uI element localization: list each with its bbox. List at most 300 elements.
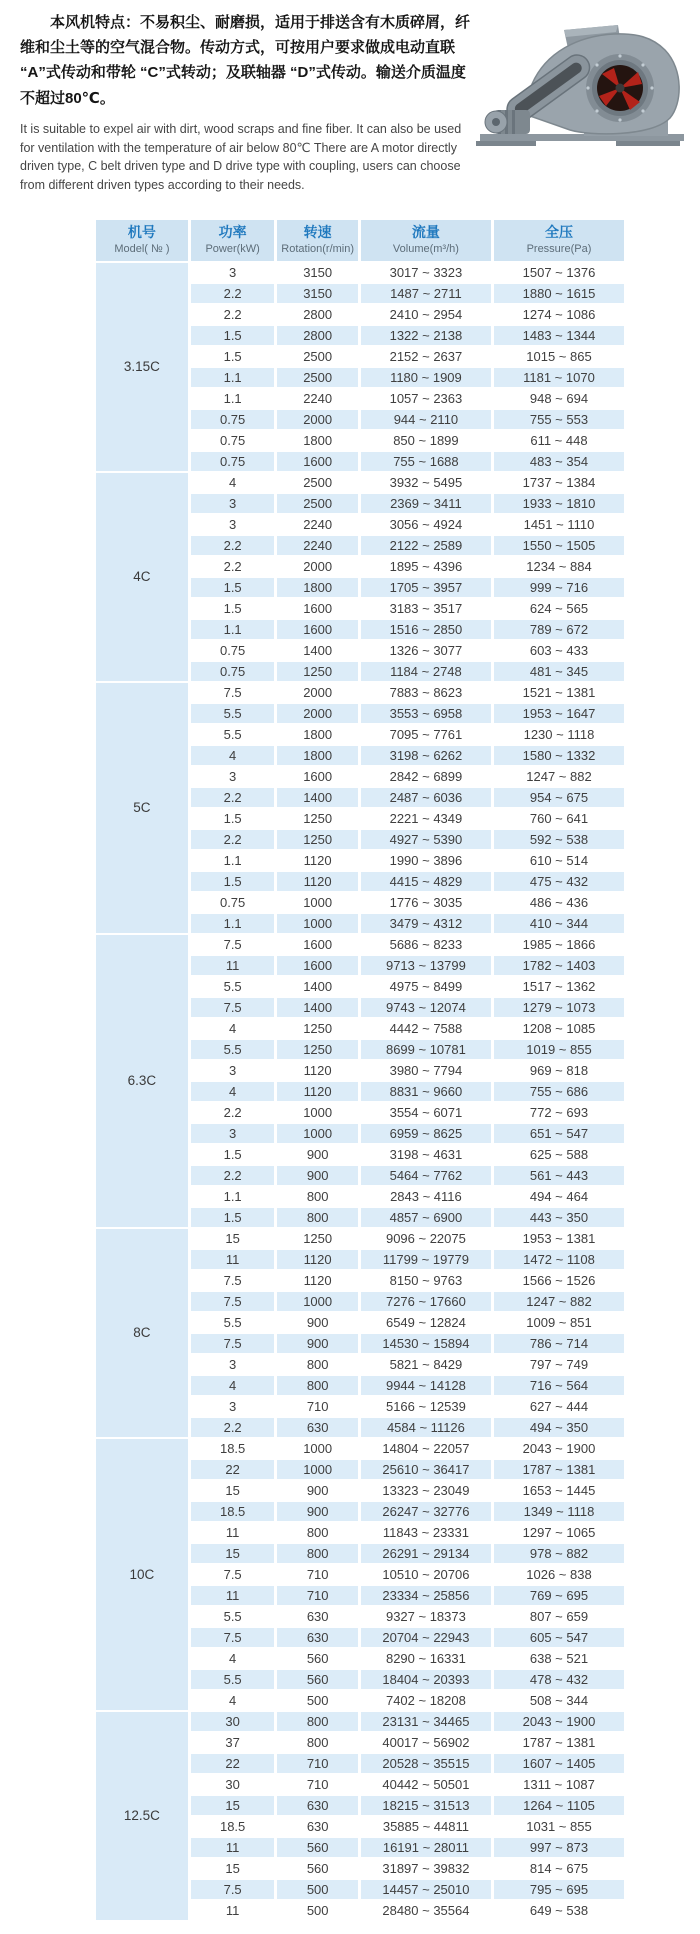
rotation-cell: 2240: [277, 515, 357, 534]
rotation-cell: 1120: [277, 1271, 357, 1290]
power-cell: 5.5: [191, 1040, 275, 1059]
power-cell: 3: [191, 1355, 275, 1374]
rotation-cell: 1600: [277, 599, 357, 618]
rotation-cell: 1800: [277, 725, 357, 744]
pressure-cell: 1451 ~ 1110: [494, 515, 624, 534]
pressure-cell: 1349 ~ 1118: [494, 1502, 624, 1521]
volume-cell: 1180 ~ 1909: [361, 368, 491, 387]
volume-cell: 3980 ~ 7794: [361, 1061, 491, 1080]
rotation-cell: 1000: [277, 1439, 357, 1458]
volume-cell: 4415 ~ 4829: [361, 872, 491, 891]
volume-cell: 1705 ~ 3957: [361, 578, 491, 597]
rotation-cell: 800: [277, 1187, 357, 1206]
rotation-cell: 1000: [277, 914, 357, 933]
pressure-cell: 969 ~ 818: [494, 1061, 624, 1080]
pressure-cell: 483 ~ 354: [494, 452, 624, 471]
pressure-cell: 1787 ~ 1381: [494, 1733, 624, 1752]
rotation-cell: 1600: [277, 620, 357, 639]
table-row: [96, 935, 624, 954]
power-cell: 0.75: [191, 641, 275, 660]
intro-section: [0, 0, 700, 210]
pressure-cell: 978 ~ 882: [494, 1544, 624, 1563]
power-cell: 11: [191, 956, 275, 975]
volume-cell: 1895 ~ 4396: [361, 557, 491, 576]
power-cell: 1.1: [191, 620, 275, 639]
pressure-cell: 1566 ~ 1526: [494, 1271, 624, 1290]
rotation-cell: 630: [277, 1817, 357, 1836]
volume-cell: 2842 ~ 6899: [361, 767, 491, 786]
rotation-cell: 900: [277, 1334, 357, 1353]
power-cell: 2.2: [191, 557, 275, 576]
rotation-cell: 900: [277, 1166, 357, 1185]
rotation-cell: 1600: [277, 956, 357, 975]
power-cell: 3: [191, 515, 275, 534]
rotation-cell: 2500: [277, 473, 357, 492]
volume-cell: 5464 ~ 7762: [361, 1166, 491, 1185]
power-cell: 3: [191, 767, 275, 786]
pressure-cell: 603 ~ 433: [494, 641, 624, 660]
volume-cell: 3198 ~ 6262: [361, 746, 491, 765]
power-cell: 3: [191, 1124, 275, 1143]
volume-cell: 14530 ~ 15894: [361, 1334, 491, 1353]
volume-cell: 1487 ~ 2711: [361, 284, 491, 303]
rotation-cell: 900: [277, 1502, 357, 1521]
rotation-cell: 710: [277, 1586, 357, 1605]
col-header-power-cn: 功率: [218, 224, 247, 240]
pressure-cell: 1297 ~ 1065: [494, 1523, 624, 1542]
pressure-cell: 1234 ~ 884: [494, 557, 624, 576]
pressure-cell: 1550 ~ 1505: [494, 536, 624, 555]
pressure-cell: 638 ~ 521: [494, 1649, 624, 1668]
pressure-cell: 1181 ~ 1070: [494, 368, 624, 387]
rotation-cell: 2500: [277, 347, 357, 366]
volume-cell: 25610 ~ 36417: [361, 1460, 491, 1479]
volume-cell: 3183 ~ 3517: [361, 599, 491, 618]
rotation-cell: 1400: [277, 977, 357, 996]
spec-table-header: [96, 220, 624, 261]
volume-cell: 35885 ~ 44811: [361, 1817, 491, 1836]
power-cell: 4: [191, 1082, 275, 1101]
table-row: [96, 1229, 624, 1248]
power-cell: 7.5: [191, 998, 275, 1017]
volume-cell: 4857 ~ 6900: [361, 1208, 491, 1227]
rotation-cell: 1400: [277, 641, 357, 660]
rotation-cell: 1250: [277, 830, 357, 849]
rotation-cell: 1120: [277, 851, 357, 870]
pressure-cell: 1472 ~ 1108: [494, 1250, 624, 1269]
power-cell: 15: [191, 1544, 275, 1563]
pressure-cell: 755 ~ 686: [494, 1082, 624, 1101]
pressure-cell: 592 ~ 538: [494, 830, 624, 849]
rotation-cell: 560: [277, 1670, 357, 1689]
volume-cell: 7883 ~ 8623: [361, 683, 491, 702]
volume-cell: 5686 ~ 8233: [361, 935, 491, 954]
volume-cell: 10510 ~ 20706: [361, 1565, 491, 1584]
fan-illustration: [466, 22, 698, 150]
volume-cell: 2221 ~ 4349: [361, 809, 491, 828]
rotation-cell: 800: [277, 1712, 357, 1731]
pressure-cell: 443 ~ 350: [494, 1208, 624, 1227]
pressure-cell: 999 ~ 716: [494, 578, 624, 597]
volume-cell: 1776 ~ 3035: [361, 893, 491, 912]
rotation-cell: 1000: [277, 1292, 357, 1311]
rotation-cell: 500: [277, 1901, 357, 1920]
spec-table: [93, 218, 627, 1922]
pressure-cell: 2043 ~ 1900: [494, 1439, 624, 1458]
rotation-cell: 900: [277, 1481, 357, 1500]
pressure-cell: 1953 ~ 1381: [494, 1229, 624, 1248]
volume-cell: 1322 ~ 2138: [361, 326, 491, 345]
pressure-cell: 789 ~ 672: [494, 620, 624, 639]
rotation-cell: 1800: [277, 746, 357, 765]
volume-cell: 755 ~ 1688: [361, 452, 491, 471]
rotation-cell: 560: [277, 1838, 357, 1857]
col-header-volume-en: Volume(m³/h): [392, 242, 459, 255]
volume-cell: 3017 ~ 3323: [361, 263, 491, 282]
power-cell: 3: [191, 1397, 275, 1416]
power-cell: 18.5: [191, 1439, 275, 1458]
volume-cell: 40017 ~ 56902: [361, 1733, 491, 1752]
rotation-cell: 630: [277, 1418, 357, 1437]
table-row: [96, 683, 624, 702]
rotation-cell: 1120: [277, 1082, 357, 1101]
pressure-cell: 610 ~ 514: [494, 851, 624, 870]
power-cell: 5.5: [191, 1607, 275, 1626]
power-cell: 1.5: [191, 599, 275, 618]
volume-cell: 3932 ~ 5495: [361, 473, 491, 492]
power-cell: 30: [191, 1775, 275, 1794]
rotation-cell: 1800: [277, 578, 357, 597]
rotation-cell: 500: [277, 1880, 357, 1899]
volume-cell: 8150 ~ 9763: [361, 1271, 491, 1290]
pressure-cell: 954 ~ 675: [494, 788, 624, 807]
pressure-cell: 1953 ~ 1647: [494, 704, 624, 723]
pressure-cell: 478 ~ 432: [494, 1670, 624, 1689]
power-cell: 1.1: [191, 851, 275, 870]
rotation-cell: 3150: [277, 284, 357, 303]
rotation-cell: 1250: [277, 809, 357, 828]
volume-cell: 26291 ~ 29134: [361, 1544, 491, 1563]
power-cell: 4: [191, 1019, 275, 1038]
volume-cell: 9713 ~ 13799: [361, 956, 491, 975]
rotation-cell: 1250: [277, 1019, 357, 1038]
pressure-cell: 481 ~ 345: [494, 662, 624, 681]
power-cell: 11: [191, 1523, 275, 1542]
pressure-cell: 508 ~ 344: [494, 1691, 624, 1710]
power-cell: 0.75: [191, 893, 275, 912]
rotation-cell: 710: [277, 1565, 357, 1584]
power-cell: 2.2: [191, 788, 275, 807]
volume-cell: 3056 ~ 4924: [361, 515, 491, 534]
volume-cell: 2487 ~ 6036: [361, 788, 491, 807]
power-cell: 1.1: [191, 1187, 275, 1206]
volume-cell: 3479 ~ 4312: [361, 914, 491, 933]
power-cell: 15: [191, 1481, 275, 1500]
rotation-cell: 2800: [277, 326, 357, 345]
power-cell: 37: [191, 1733, 275, 1752]
power-cell: 7.5: [191, 1628, 275, 1647]
pressure-cell: 1279 ~ 1073: [494, 998, 624, 1017]
rotation-cell: 800: [277, 1544, 357, 1563]
pressure-cell: 716 ~ 564: [494, 1376, 624, 1395]
volume-cell: 1516 ~ 2850: [361, 620, 491, 639]
volume-cell: 18215 ~ 31513: [361, 1796, 491, 1815]
pressure-cell: 649 ~ 538: [494, 1901, 624, 1920]
volume-cell: 1990 ~ 3896: [361, 851, 491, 870]
power-cell: 5.5: [191, 1313, 275, 1332]
power-cell: 11: [191, 1586, 275, 1605]
volume-cell: 28480 ~ 35564: [361, 1901, 491, 1920]
volume-cell: 1057 ~ 2363: [361, 389, 491, 408]
rotation-cell: 1000: [277, 1103, 357, 1122]
power-cell: 22: [191, 1754, 275, 1773]
power-cell: 2.2: [191, 1103, 275, 1122]
pressure-cell: 1483 ~ 1344: [494, 326, 624, 345]
fan-motor: [485, 110, 530, 134]
rotation-cell: 1800: [277, 431, 357, 450]
power-cell: 7.5: [191, 1334, 275, 1353]
rotation-cell: 900: [277, 1313, 357, 1332]
volume-cell: 850 ~ 1899: [361, 431, 491, 450]
pressure-cell: 1230 ~ 1118: [494, 725, 624, 744]
pressure-cell: 1737 ~ 1384: [494, 473, 624, 492]
pressure-cell: 1880 ~ 1615: [494, 284, 624, 303]
volume-cell: 7402 ~ 18208: [361, 1691, 491, 1710]
rotation-cell: 1000: [277, 1460, 357, 1479]
model-cell: 5C: [96, 683, 188, 933]
pressure-cell: 814 ~ 675: [494, 1859, 624, 1878]
pressure-cell: 611 ~ 448: [494, 431, 624, 450]
power-cell: 7.5: [191, 1271, 275, 1290]
power-cell: 11: [191, 1250, 275, 1269]
rotation-cell: 710: [277, 1397, 357, 1416]
col-header-rotation-cn: 转速: [303, 224, 332, 240]
power-cell: 1.5: [191, 1145, 275, 1164]
volume-cell: 8831 ~ 9660: [361, 1082, 491, 1101]
rotation-cell: 1120: [277, 1061, 357, 1080]
rotation-cell: 800: [277, 1355, 357, 1374]
power-cell: 2.2: [191, 1418, 275, 1437]
pressure-cell: 1782 ~ 1403: [494, 956, 624, 975]
col-header-model: [96, 220, 188, 261]
pressure-cell: 1580 ~ 1332: [494, 746, 624, 765]
volume-cell: 5821 ~ 8429: [361, 1355, 491, 1374]
pressure-cell: 807 ~ 659: [494, 1607, 624, 1626]
rotation-cell: 800: [277, 1376, 357, 1395]
rotation-cell: 2000: [277, 410, 357, 429]
rotation-cell: 1250: [277, 1040, 357, 1059]
volume-cell: 11843 ~ 23331: [361, 1523, 491, 1542]
power-cell: 1.5: [191, 809, 275, 828]
rotation-cell: 710: [277, 1775, 357, 1794]
pressure-cell: 410 ~ 344: [494, 914, 624, 933]
rotation-cell: 630: [277, 1796, 357, 1815]
pressure-cell: 772 ~ 693: [494, 1103, 624, 1122]
pressure-cell: 627 ~ 444: [494, 1397, 624, 1416]
volume-cell: 2369 ~ 3411: [361, 494, 491, 513]
volume-cell: 8290 ~ 16331: [361, 1649, 491, 1668]
volume-cell: 4442 ~ 7588: [361, 1019, 491, 1038]
table-row: [96, 1439, 624, 1458]
pressure-cell: 1015 ~ 865: [494, 347, 624, 366]
power-cell: 0.75: [191, 431, 275, 450]
power-cell: 2.2: [191, 830, 275, 849]
volume-cell: 18404 ~ 20393: [361, 1670, 491, 1689]
volume-cell: 1326 ~ 3077: [361, 641, 491, 660]
pressure-cell: 786 ~ 714: [494, 1334, 624, 1353]
pressure-cell: 755 ~ 553: [494, 410, 624, 429]
model-cell: 8C: [96, 1229, 188, 1437]
model-cell: 6.3C: [96, 935, 188, 1227]
pressure-cell: 948 ~ 694: [494, 389, 624, 408]
power-cell: 1.1: [191, 368, 275, 387]
volume-cell: 1184 ~ 2748: [361, 662, 491, 681]
power-cell: 1.5: [191, 326, 275, 345]
rotation-cell: 2240: [277, 536, 357, 555]
power-cell: 1.5: [191, 872, 275, 891]
volume-cell: 5166 ~ 12539: [361, 1397, 491, 1416]
power-cell: 0.75: [191, 662, 275, 681]
col-header-model-en: Model( № ): [114, 242, 170, 255]
power-cell: 1.5: [191, 578, 275, 597]
volume-cell: 9096 ~ 22075: [361, 1229, 491, 1248]
power-cell: 5.5: [191, 725, 275, 744]
power-cell: 5.5: [191, 977, 275, 996]
rotation-cell: 500: [277, 1691, 357, 1710]
volume-cell: 2122 ~ 2589: [361, 536, 491, 555]
power-cell: 2.2: [191, 1166, 275, 1185]
rotation-cell: 2500: [277, 368, 357, 387]
rotation-cell: 1250: [277, 662, 357, 681]
power-cell: 1.5: [191, 1208, 275, 1227]
intro-paragraph-cn: 本风机特点：不易积尘、耐磨损，适用于排送含有木质碎屑，纤维和尘土等的空气混合物。传动方式，可按用户要求做成电动直联 “A”式传动和带轮 “C”式转动；及联轴器 “D”式传动。输送介质温度不超过80℃。: [20, 14, 471, 107]
volume-cell: 8699 ~ 10781: [361, 1040, 491, 1059]
rotation-cell: 710: [277, 1754, 357, 1773]
volume-cell: 40442 ~ 50501: [361, 1775, 491, 1794]
pressure-cell: 486 ~ 436: [494, 893, 624, 912]
rotation-cell: 2000: [277, 557, 357, 576]
pressure-cell: 494 ~ 350: [494, 1418, 624, 1437]
volume-cell: 23334 ~ 25856: [361, 1586, 491, 1605]
volume-cell: 13323 ~ 23049: [361, 1481, 491, 1500]
rotation-cell: 2000: [277, 704, 357, 723]
pressure-cell: 1031 ~ 855: [494, 1817, 624, 1836]
table-row: [96, 473, 624, 492]
model-cell: 10C: [96, 1439, 188, 1710]
model-cell: 3.15C: [96, 263, 188, 471]
rotation-cell: 3150: [277, 263, 357, 282]
volume-cell: 14804 ~ 22057: [361, 1439, 491, 1458]
model-cell: 4C: [96, 473, 188, 681]
power-cell: 3: [191, 263, 275, 282]
pressure-cell: 1264 ~ 1105: [494, 1796, 624, 1815]
pressure-cell: 1933 ~ 1810: [494, 494, 624, 513]
table-row: [96, 263, 624, 282]
pressure-cell: 561 ~ 443: [494, 1166, 624, 1185]
pressure-cell: 797 ~ 749: [494, 1355, 624, 1374]
volume-cell: 4584 ~ 11126: [361, 1418, 491, 1437]
volume-cell: 23131 ~ 34465: [361, 1712, 491, 1731]
pressure-cell: 1507 ~ 1376: [494, 263, 624, 282]
power-cell: 18.5: [191, 1817, 275, 1836]
rotation-cell: 560: [277, 1649, 357, 1668]
rotation-cell: 1000: [277, 893, 357, 912]
volume-cell: 3554 ~ 6071: [361, 1103, 491, 1122]
col-header-rotation-en: Rotation(r/min): [281, 242, 355, 255]
col-header-volume: [361, 220, 491, 261]
rotation-cell: 1250: [277, 1229, 357, 1248]
power-cell: 4: [191, 1649, 275, 1668]
pressure-cell: 1208 ~ 1085: [494, 1019, 624, 1038]
power-cell: 3: [191, 1061, 275, 1080]
rotation-cell: 2500: [277, 494, 357, 513]
rotation-cell: 1120: [277, 872, 357, 891]
power-cell: 2.2: [191, 305, 275, 324]
pressure-cell: 795 ~ 695: [494, 1880, 624, 1899]
power-cell: 7.5: [191, 1292, 275, 1311]
power-cell: 4: [191, 1691, 275, 1710]
power-cell: 5.5: [191, 1670, 275, 1689]
power-cell: 1.5: [191, 347, 275, 366]
rotation-cell: 800: [277, 1523, 357, 1542]
pressure-cell: 1026 ~ 838: [494, 1565, 624, 1584]
rotation-cell: 800: [277, 1208, 357, 1227]
rotation-cell: 1600: [277, 935, 357, 954]
pressure-cell: 1653 ~ 1445: [494, 1481, 624, 1500]
power-cell: 22: [191, 1460, 275, 1479]
volume-cell: 14457 ~ 25010: [361, 1880, 491, 1899]
pressure-cell: 651 ~ 547: [494, 1124, 624, 1143]
power-cell: 1.1: [191, 389, 275, 408]
power-cell: 1.1: [191, 914, 275, 933]
volume-cell: 2152 ~ 2637: [361, 347, 491, 366]
power-cell: 18.5: [191, 1502, 275, 1521]
pressure-cell: 1247 ~ 882: [494, 1292, 624, 1311]
power-cell: 3: [191, 494, 275, 513]
pressure-cell: 1521 ~ 1381: [494, 683, 624, 702]
pressure-cell: 1787 ~ 1381: [494, 1460, 624, 1479]
volume-cell: 16191 ~ 28011: [361, 1838, 491, 1857]
pressure-cell: 1607 ~ 1405: [494, 1754, 624, 1773]
volume-cell: 20704 ~ 22943: [361, 1628, 491, 1647]
rotation-cell: 560: [277, 1859, 357, 1878]
pressure-cell: 625 ~ 588: [494, 1145, 624, 1164]
power-cell: 0.75: [191, 410, 275, 429]
model-cell: 12.5C: [96, 1712, 188, 1920]
power-cell: 11: [191, 1838, 275, 1857]
pressure-cell: 1247 ~ 882: [494, 767, 624, 786]
col-header-model-cn: 机号: [127, 224, 156, 240]
volume-cell: 3198 ~ 4631: [361, 1145, 491, 1164]
fan-photo: [466, 22, 698, 150]
power-cell: 30: [191, 1712, 275, 1731]
pressure-cell: 494 ~ 464: [494, 1187, 624, 1206]
rotation-cell: 800: [277, 1733, 357, 1752]
col-header-power: [191, 220, 275, 261]
rotation-cell: 900: [277, 1145, 357, 1164]
rotation-cell: 1600: [277, 767, 357, 786]
pressure-cell: 760 ~ 641: [494, 809, 624, 828]
rotation-cell: 1400: [277, 998, 357, 1017]
pressure-cell: 1985 ~ 1866: [494, 935, 624, 954]
pressure-cell: 1009 ~ 851: [494, 1313, 624, 1332]
col-header-pressure-en: Pressure(Pa): [526, 242, 592, 255]
power-cell: 0.75: [191, 452, 275, 471]
rotation-cell: 630: [277, 1628, 357, 1647]
power-cell: 7.5: [191, 683, 275, 702]
volume-cell: 4975 ~ 8499: [361, 977, 491, 996]
volume-cell: 20528 ~ 35515: [361, 1754, 491, 1773]
